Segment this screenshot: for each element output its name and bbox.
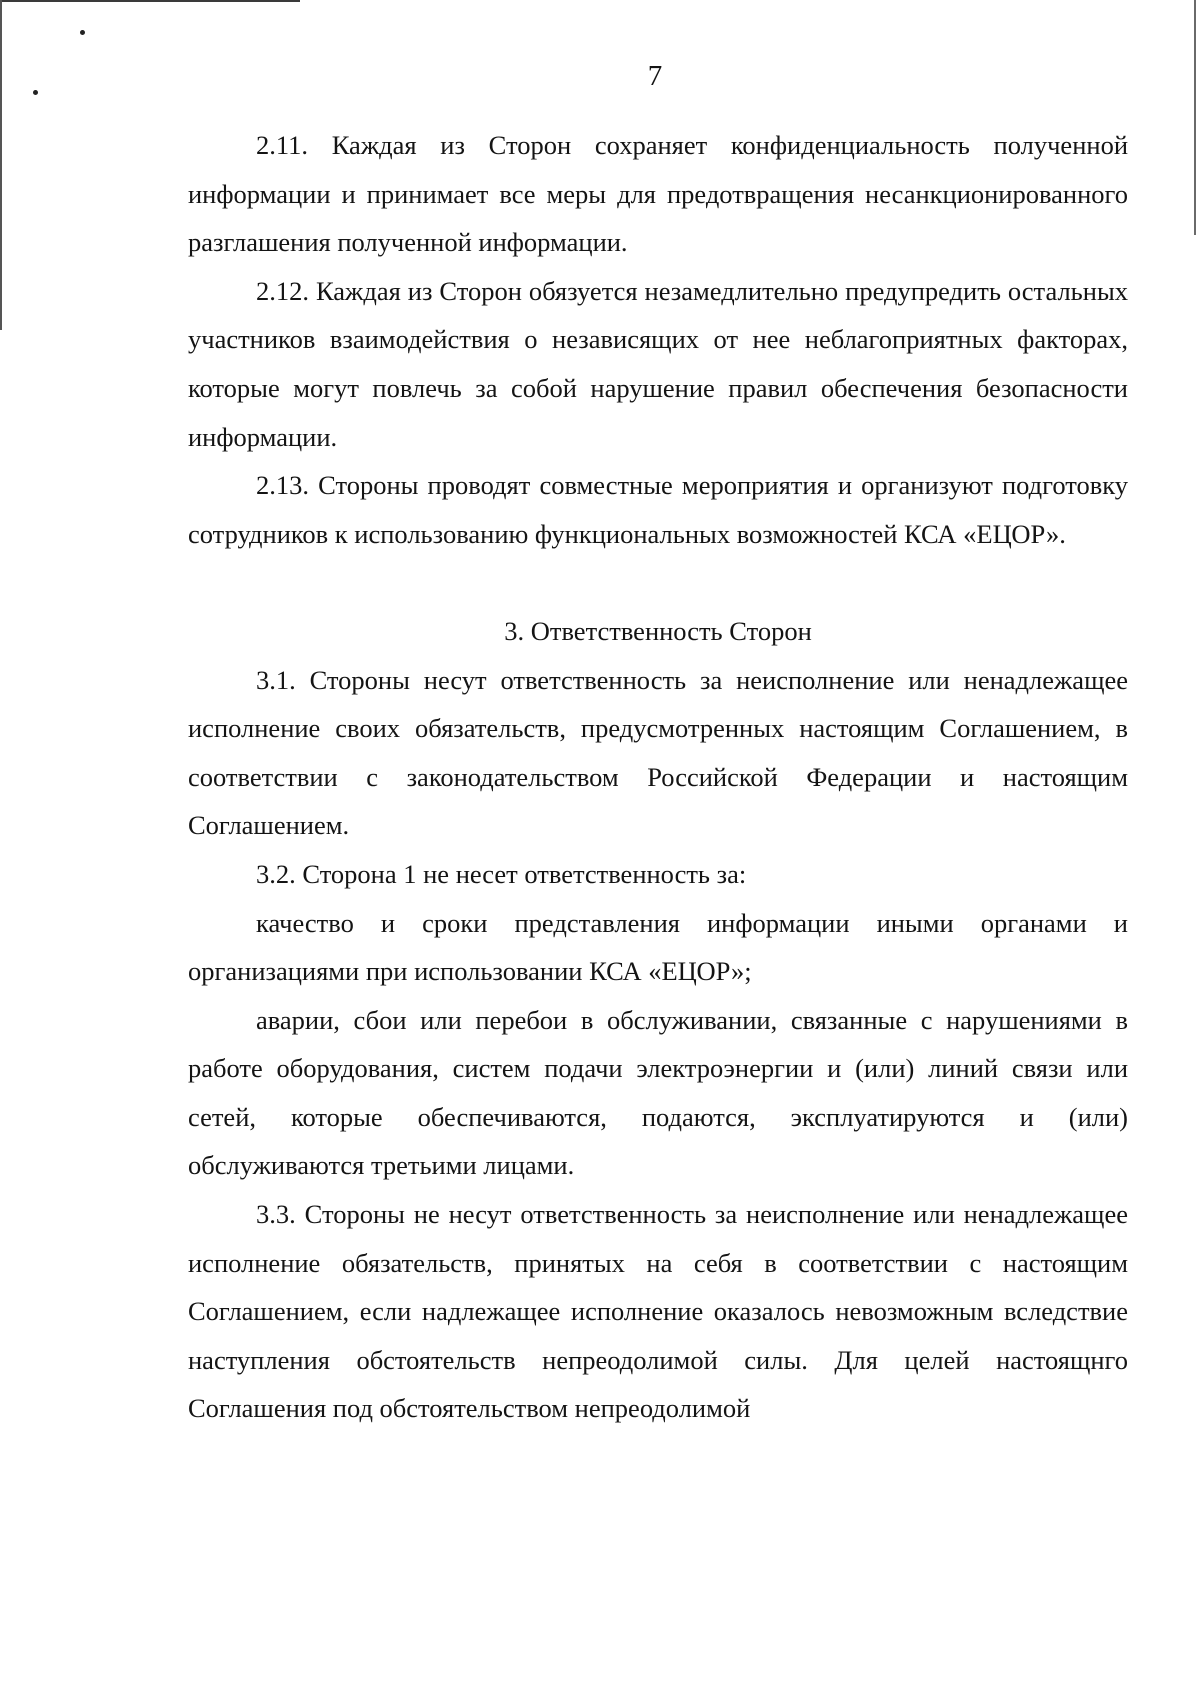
page-number: 7 [647,60,663,92]
clause-2-12: 2.12. Каждая из Сторон обязуется незамедлительно предупредить остальных участников взаимодействия о независящих от нее неблагоприятных факторах, которые могут повлечь за собой нарушение правил обеспечения безопасности информации. [188,275,1128,452]
spacer [188,558,1128,607]
clause-3-2: 3.2. Сторона 1 не несет ответственность за: [256,858,747,889]
document-body [188,121,1128,1433]
clause-3-2-item-1: качество и сроки представления информации иными органами и организациями при использовании КСА «ЕЦОР»; [188,907,1128,987]
clause-3-3: 3.3. Стороны не несут ответственность за неисполнение или ненадлежащее исполнение обязательств, принятых на себя в соответствии с настоящим Соглашением, если надлежащее исполнение оказалось невозможным вследствие наступления обстоятельств непреодолимой силы. Для целей настоящнго Соглашения под обстоятельством непреодолимой [188,1199,1128,1424]
clause-3-1: 3.1. Стороны несут ответственность за неисполнение или ненадлежащее исполнение своих обязательств, предусмотренных настоящим Соглашением, в соответствии с законодательством Российской Федерации и настоящим Соглашением. [188,664,1128,841]
scan-edge-line [0,0,2,330]
clause-2-13: 2.13. Стороны проводят совместные мероприятия и организуют подготовку сотрудников к использованию функциональных возможностей КСА «ЕЦОР». [188,470,1128,549]
scan-speck [80,30,85,35]
clause-3-2-item-2: аварии, сбои или перебои в обслуживании, связанные с нарушениями в работе оборудования, систем подачи электроэнергии и (или) линий связи или сетей, которые обеспечиваются, подаются, эксплуатируются и (или) обслуживаются третьими лицами. [188,1004,1128,1181]
scan-edge-line [1194,0,1196,235]
section-heading: 3. Ответственность Сторон [504,615,812,646]
clause-2-11: 2.11. Каждая из Сторон сохраняет конфиденциальность полученной информации и принимает все меры для предотвращения несанкционированного разглашения полученной информации. [188,130,1128,258]
scan-edge-line [0,0,300,2]
